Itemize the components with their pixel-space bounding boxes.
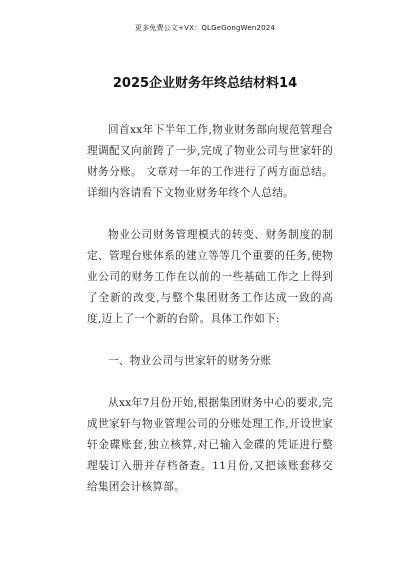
section-heading: 一、物业公司与世家轩的财务分账 [108,355,272,367]
document-title: 2025企业财务年终总结材料14 [112,76,298,91]
paragraph-overview: 物业公司财务管理模式的转变、财务制度的制定、管理台账体系的建立等等几个重要的任务,使物业公司的财务工作在以前的一些基础工作之上得到了全新的改变,与整个集团财务工作达成一致的高度,迈上了一个新的台阶。具体工作如下: [87,229,333,325]
document-body [87,120,333,498]
paragraph-intro: 回首xx年下半年工作,物业财务部向规范管理合理调配又向前跨了一步,完成了物业公司与世家轩的财务分账。 文章对一年的工作进行了两方面总结。详细内容请看下文物业财务年终个人总结。 [87,124,333,199]
header-note: 更多免费公文+VX：QLGeGongWen2024 [134,24,276,32]
paragraph-section-one: 从xx年7月份开始,根据集团财务中心的要求,完成世家轩与物业管理公司的分账处理工作,开设世家轩金碟账套,独立核算,对已输入金碟的凭证进行整理装订入册并存档备查。11月份,又把该账套移交给集团会计核算部。 [87,397,333,493]
